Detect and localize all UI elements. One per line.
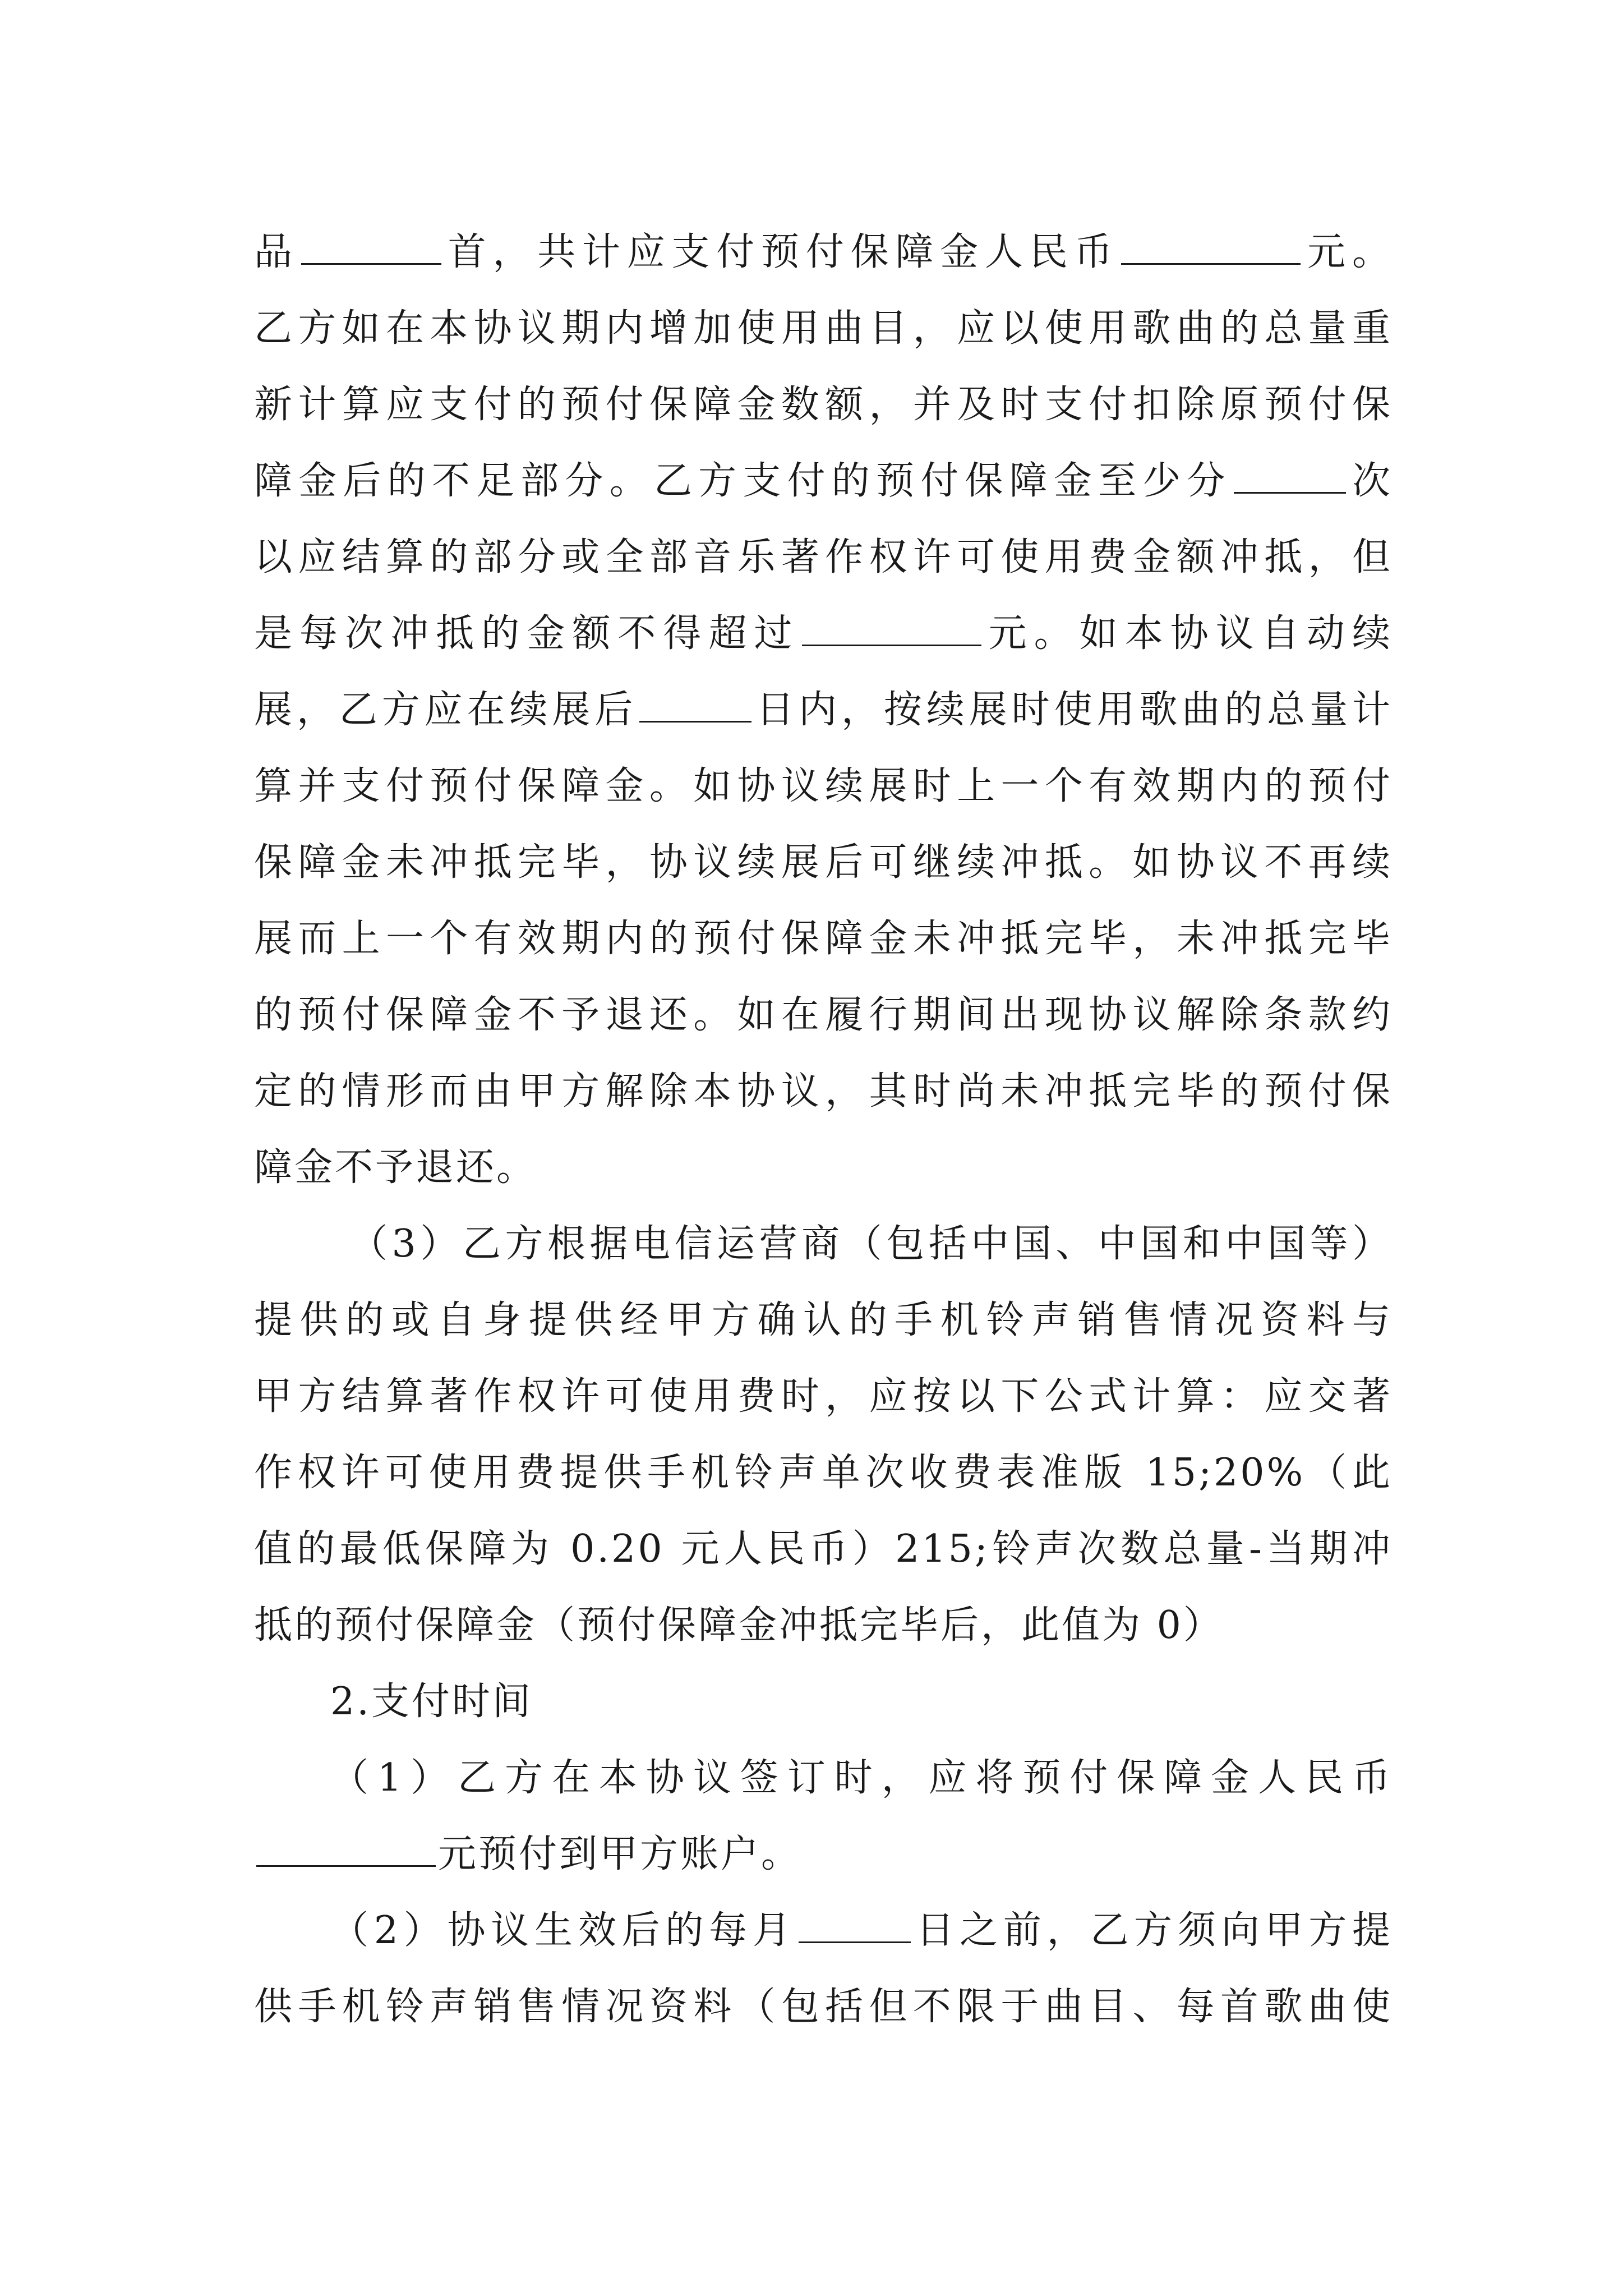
paragraph-line: [254, 596, 1393, 672]
paragraph-line: 以应结算的部分或全部音乐著作权许可使用费金额冲抵，但: [254, 535, 1393, 579]
paragraph-line: 障金不予退还。: [254, 1145, 537, 1190]
fill-blank: [1234, 458, 1346, 494]
text-segment: 展，乙方应在续展后: [254, 688, 638, 732]
text-segment: 障金后的不足部分。乙方支付的预付保障金至少分: [254, 459, 1232, 503]
paragraph-line: 保障金未冲抵完毕，协议续展后可继续冲抵。如协议不再续: [254, 840, 1393, 885]
paragraph-line: 新计算应支付的预付保障金数额，并及时支付扣除原预付保: [254, 383, 1393, 427]
paragraph-line: 甲方结算著作权许可使用费时，应按以下公式计算：应交著: [254, 1374, 1393, 1419]
text-segment: 元。如本协议自动续: [983, 611, 1393, 656]
paragraph-line: 展而上一个有效期内的预付保障金未冲抵完毕，未冲抵完毕: [254, 917, 1393, 961]
paragraph-line: 供手机铃声销售情况资料（包括但不限于曲目、每首歌曲使: [254, 1985, 1393, 2029]
fill-blank: [301, 229, 441, 265]
text-segment: 日内，按续展时使用歌曲的总量计: [754, 688, 1393, 732]
paragraph-line: 乙方如在本协议期内增加使用曲目，应以使用歌曲的总量重: [254, 306, 1393, 351]
text-segment: 元。: [1303, 230, 1393, 274]
paragraph-line: [254, 1816, 1393, 1893]
fill-blank: [1121, 229, 1301, 265]
document-body: [254, 214, 1393, 2045]
paragraph-line: 算并支付预付保障金。如协议续展时上一个有效期内的预付: [254, 764, 1393, 808]
text-segment: 元预付到甲方账户。: [438, 1832, 802, 1876]
paragraph-line: （3）乙方根据电信运营商（包括中国、中国和中国等）: [349, 1222, 1393, 1266]
paragraph-line: 值的最低保障为 0.20 元人民币）215;铃声次数总量-当期冲: [254, 1527, 1393, 1571]
paragraph-line: 的预付保障金不予退还。如在履行期间出现协议解除条款约: [254, 993, 1393, 1037]
text-segment: 日之前，乙方须向甲方提: [912, 1908, 1393, 1953]
paragraph-line: [254, 443, 1393, 519]
paragraph-line: [254, 1893, 1393, 1969]
paragraph-line: [254, 214, 1393, 291]
fill-blank: [802, 611, 981, 646]
paragraph-line: 作权许可使用费提供手机铃声单次收费表准版 15;20%（此: [254, 1451, 1393, 1495]
paragraph-line: 定的情形而由甲方解除本协议，其时尚未冲抵完毕的预付保: [254, 1069, 1393, 1114]
paragraph-line: 抵的预付保障金（预付保障金冲抵完毕后，此值为 0）: [254, 1603, 1224, 1648]
section-heading: 2.支付时间: [330, 1680, 533, 1724]
text-segment: 首，共计应支付预付保障金人民币: [443, 230, 1119, 274]
paragraph-line: 提供的或自身提供经甲方确认的手机铃声销售情况资料与: [254, 1298, 1393, 1342]
text-segment: （2）协议生效后的每月: [330, 1908, 796, 1953]
text-segment: 次: [1348, 459, 1393, 503]
paragraph-line: （1）乙方在本协议签订时，应将预付保障金人民币: [330, 1756, 1393, 1800]
text-segment: 品: [254, 230, 299, 274]
paragraph-line: [254, 672, 1393, 748]
text-segment: 是每次冲抵的金额不得超过: [254, 611, 800, 656]
fill-blank: [799, 1908, 911, 1943]
fill-blank: [639, 687, 751, 723]
fill-blank: [256, 1832, 436, 1867]
